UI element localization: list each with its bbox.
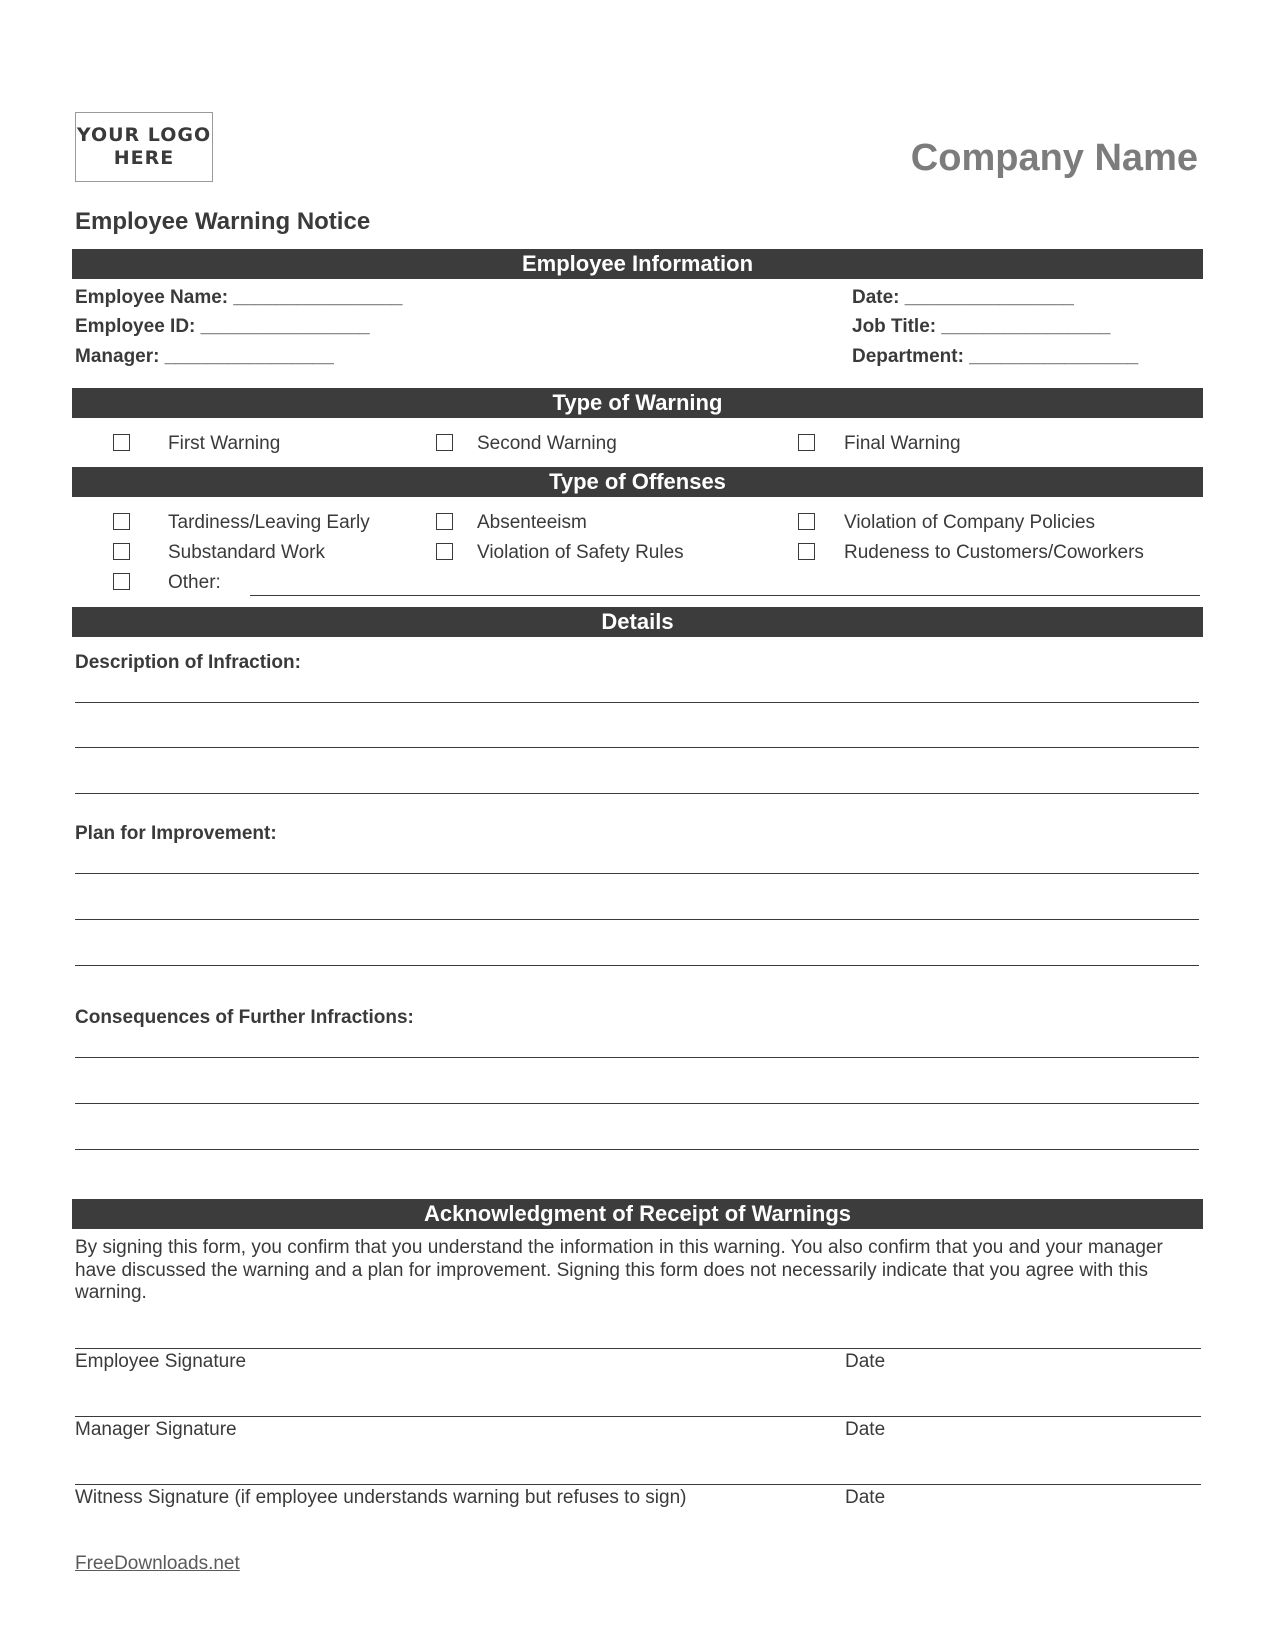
first-warning-checkbox[interactable] [113, 434, 130, 451]
section-header-acknowledgment: Acknowledgment of Receipt of Warnings [72, 1199, 1203, 1229]
rudeness-checkbox[interactable] [798, 543, 815, 560]
absenteeism-label: Absenteeism [477, 512, 587, 533]
plan-for-improvement-label: Plan for Improvement: [75, 823, 277, 844]
description-line[interactable] [75, 702, 1199, 703]
manager-signature-line[interactable] [75, 1416, 1201, 1417]
department-field[interactable]: Department: ________________ [852, 346, 1139, 367]
logo-text: YOUR LOGO HERE [76, 124, 212, 169]
acknowledgment-text: By signing this form, you confirm that you understand the information in this warning. You also confirm that you and your manager have discussed the warning and a plan for improvement. Signing this form does not necessarily indicate that you agree with this warning. [75, 1237, 1163, 1303]
plan-line[interactable] [75, 873, 1199, 874]
manager-signature-label: Manager Signature [75, 1419, 237, 1440]
second-warning-checkbox[interactable] [436, 434, 453, 451]
section-header-employee-information: Employee Information [72, 249, 1203, 279]
consequences-line[interactable] [75, 1103, 1199, 1104]
freedownloads-link[interactable]: FreeDownloads.net [75, 1553, 240, 1574]
description-line[interactable] [75, 793, 1199, 794]
substandard-work-label: Substandard Work [168, 542, 326, 563]
plan-line[interactable] [75, 965, 1199, 966]
company-name: Company Name [910, 137, 1198, 179]
description-of-infraction-label: Description of Infraction: [75, 652, 301, 673]
company-policies-checkbox[interactable] [798, 513, 815, 530]
rudeness-label: Rudeness to Customers/Coworkers [844, 542, 1144, 563]
tardiness-label: Tardiness/Leaving Early [168, 512, 370, 533]
job-title-field[interactable]: Job Title: ________________ [852, 316, 1111, 337]
witness-signature-date-label: Date [845, 1487, 886, 1508]
description-line[interactable] [75, 747, 1199, 748]
section-header-type-of-offenses: Type of Offenses [72, 467, 1203, 497]
consequences-line[interactable] [75, 1149, 1199, 1150]
final-warning-label: Final Warning [844, 433, 961, 454]
first-warning-label: First Warning [168, 433, 281, 454]
plan-line[interactable] [75, 919, 1199, 920]
safety-rules-checkbox[interactable] [436, 543, 453, 560]
substandard-work-checkbox[interactable] [113, 543, 130, 560]
document-title: Employee Warning Notice [75, 208, 371, 235]
manager-field[interactable]: Manager: ________________ [75, 346, 334, 367]
second-warning-label: Second Warning [477, 433, 617, 454]
tardiness-checkbox[interactable] [113, 513, 130, 530]
witness-signature-label: Witness Signature (if employee understands warning but refuses to sign) [75, 1487, 687, 1508]
safety-rules-label: Violation of Safety Rules [477, 542, 684, 563]
witness-signature-line[interactable] [75, 1484, 1201, 1485]
absenteeism-checkbox[interactable] [436, 513, 453, 530]
employee-signature-line[interactable] [75, 1348, 1201, 1349]
employee-id-field[interactable]: Employee ID: ________________ [75, 316, 370, 337]
employee-name-field[interactable]: Employee Name: ________________ [75, 287, 403, 308]
consequences-label: Consequences of Further Infractions: [75, 1007, 414, 1028]
other-offense-label: Other: [168, 572, 221, 593]
logo-placeholder [75, 112, 213, 182]
date-field[interactable]: Date: ________________ [852, 287, 1074, 308]
final-warning-checkbox[interactable] [798, 434, 815, 451]
section-header-type-of-warning: Type of Warning [72, 388, 1203, 418]
manager-signature-date-label: Date [845, 1419, 886, 1440]
employee-signature-label: Employee Signature [75, 1351, 247, 1372]
other-offense-checkbox[interactable] [113, 573, 130, 590]
section-header-details: Details [72, 607, 1203, 637]
employee-signature-date-label: Date [845, 1351, 886, 1372]
other-offense-input-line[interactable] [250, 595, 1200, 596]
consequences-line[interactable] [75, 1057, 1199, 1058]
company-policies-label: Violation of Company Policies [844, 512, 1096, 533]
